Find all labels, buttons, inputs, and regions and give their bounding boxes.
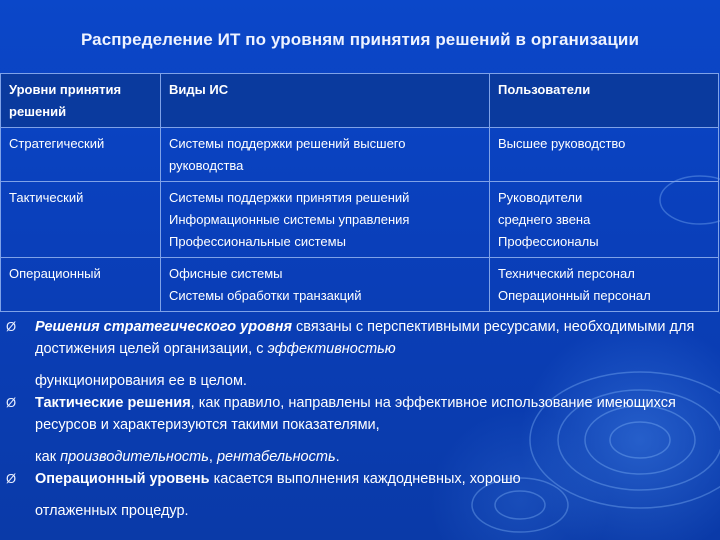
bullet-operational bbox=[0, 468, 712, 522]
header-systems: Виды ИС bbox=[161, 74, 490, 128]
system-item: Офисные системы bbox=[169, 266, 283, 281]
table-row bbox=[1, 182, 719, 258]
bullet-text: как bbox=[35, 449, 61, 465]
systems-cell bbox=[161, 182, 490, 258]
user-item: Высшее руководство bbox=[498, 136, 626, 151]
system-item: Системы поддержки решений высшего руководства bbox=[169, 136, 406, 173]
header-levels: Уровни принятия решений bbox=[1, 74, 161, 128]
bullet-tactical bbox=[0, 392, 712, 468]
system-item: Системы поддержки принятия решений bbox=[169, 190, 410, 205]
bullet-text: касается выполнения каждодневных, хорошо bbox=[209, 471, 521, 487]
user-item: Операционный персонал bbox=[498, 288, 651, 303]
system-item: Системы обработки транзакций bbox=[169, 288, 362, 303]
header-users: Пользователи bbox=[490, 74, 719, 128]
user-item: среднего звена bbox=[498, 212, 591, 227]
bullet-term: Тактические решения bbox=[35, 395, 191, 411]
bullet-text: , как правило, направлены на эффективное использование имеющихся ресурсов и характеризуются такими показателями, bbox=[35, 395, 676, 433]
bullet-text: отлаженных процедур. bbox=[35, 503, 189, 519]
system-item: Информационные системы управления bbox=[169, 212, 410, 227]
table-row bbox=[1, 258, 719, 312]
arrow-bullet-icon: Ø bbox=[6, 395, 17, 410]
bullet-term: Решения стратегического уровня bbox=[35, 319, 292, 335]
bullet-end: . bbox=[335, 449, 340, 465]
bullet-list bbox=[0, 316, 712, 522]
level-cell: Тактический bbox=[1, 182, 161, 258]
system-item: Профессиональные системы bbox=[169, 234, 346, 249]
systems-cell bbox=[161, 128, 490, 182]
user-item: Профессионалы bbox=[498, 234, 599, 249]
bullet-emphasis: производительность bbox=[60, 449, 209, 465]
user-item: Руководители bbox=[498, 190, 583, 205]
arrow-bullet-icon: Ø bbox=[6, 471, 17, 486]
it-distribution-table bbox=[0, 73, 719, 312]
level-cell: Стратегический bbox=[1, 128, 161, 182]
slide-title: Распределение ИТ по уровням принятия решений в организации bbox=[80, 30, 640, 49]
bullet-sep: , bbox=[208, 449, 217, 465]
bullet-term: Операционный уровень bbox=[35, 471, 210, 487]
users-cell bbox=[490, 258, 719, 312]
bullet-text: функционирования ее в целом. bbox=[35, 373, 247, 389]
level-cell: Операционный bbox=[1, 258, 161, 312]
bullet-strategic bbox=[0, 316, 712, 392]
table-row bbox=[1, 128, 719, 182]
bullet-text: связаны с перспективными ресурсами, необходимыми для достижения целей организации, с bbox=[35, 319, 695, 357]
user-item: Технический персонал bbox=[498, 266, 635, 281]
systems-cell bbox=[161, 258, 490, 312]
bullet-emphasis: рентабельность bbox=[216, 449, 336, 465]
bullet-emphasis: эффективностью bbox=[267, 341, 396, 357]
table-header-row bbox=[1, 74, 719, 128]
users-cell bbox=[490, 128, 719, 182]
arrow-bullet-icon: Ø bbox=[6, 319, 17, 334]
users-cell bbox=[490, 182, 719, 258]
